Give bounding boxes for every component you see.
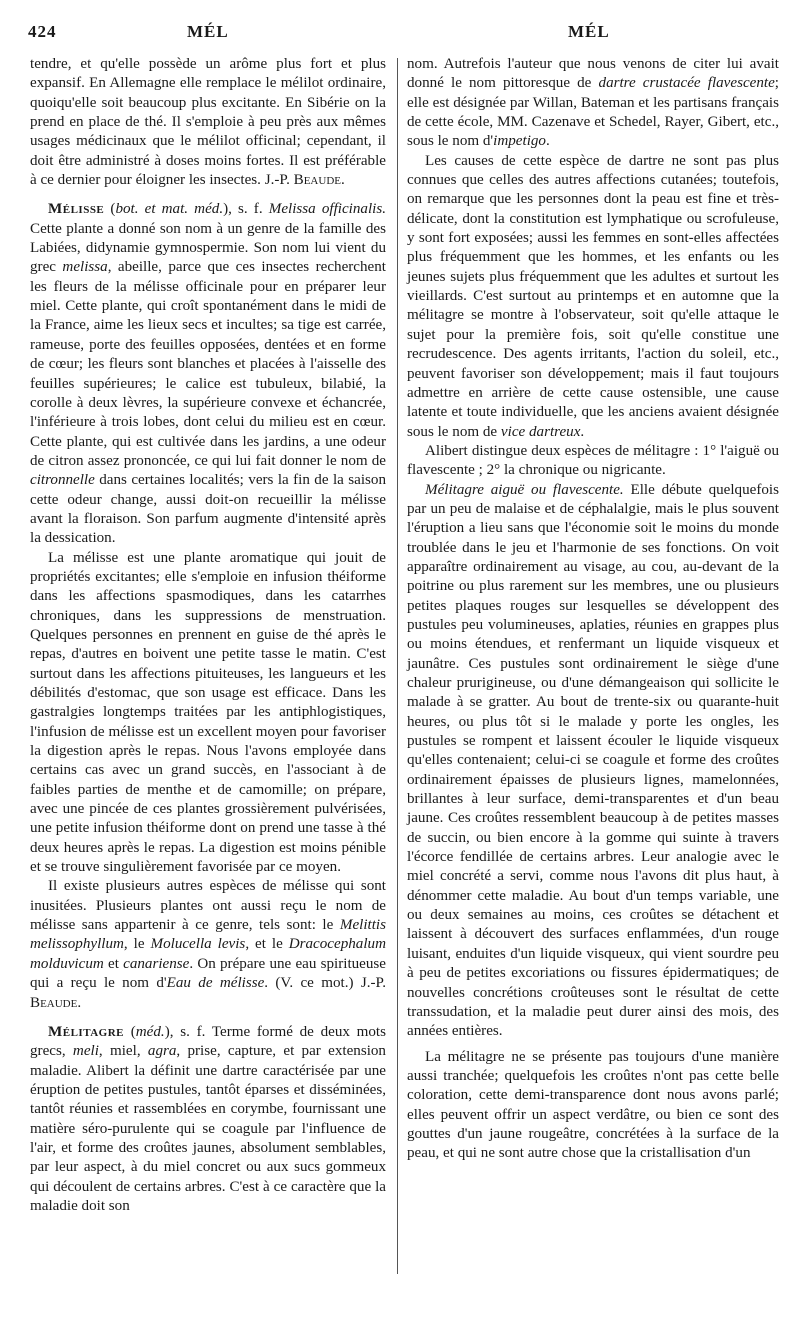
- greek-word: melissa: [62, 259, 108, 276]
- entry-gender: , s. f.: [228, 201, 263, 218]
- entry-text: , abeille, parce que ces insectes recherchent les fleurs de la mélisse officinale pour en préparer leur miel. Cette plante, qui croît spontanément dans le midi de la France, aime les lieux secs et incultes; sa tige est carrée, rameuse, porte des feuilles opposées, dentées et en forme de cœur; les fleurs sont blanches et placées à l'aisselle des feuilles supérieures; le calice est tubuleux, bilabié, la corolle à deux lèvres, la supérieure convexe et échancrée, l'inférieure à trois lobes, dont celui du milieu est en cœur. Cette plante, qui est cultivée dans les jardins, a une odeur de citron assez prononcée, ce qui lui fait donner le nom de: [30, 259, 386, 469]
- left-column: [30, 55, 386, 1216]
- headword-melitagre: Mélitagre: [48, 1023, 125, 1040]
- paragraph-text: tendre, et qu'elle possède un arôme plus fort et plus expansif. En Allemagne elle remplace le mélilot ordinaire, quoiqu'elle soit beaucoup plus excitante. En Sibérie on la prend en place de thé. Il s'emploie à peu près aux mêmes usages médicinaux que le mélilot officinal; cependant, il doit être administré à doses moins fortes. Il est préférable à ce dernier pour éloigner les insectes.: [30, 56, 386, 189]
- entry-text: Terme formé de deux mots grecs,: [30, 1023, 386, 1060]
- page-number: 424: [28, 22, 57, 41]
- paragraph-text: Les causes de cette espèce de dartre ne sont pas plus connues que celles des autres affections cutanées; toutefois, on remarque que les personnes dont la peau est fine et très-délicate, dont la constitution est lymphatique ou scrofuleuse, y sont fort exposées; aussi les femmes en sont-elles affectées plus fréquemment que les hommes, et les enfants ou les jeunes sujets plus fréquemment que les adultes et surtout les vieillards. C'est surtout au printemps et en automne que la mélitagre se montre à l'observateur, soit qu'elle attaque le sujet pour la première fois, soit qu'elle constitue une recrudescence. Des agents irritants, l'action du soleil, etc., peuvent favoriser son développement; mais il faut toujours admettre en arrière de cette cause ostensible, une cause latente et toute individuelle, que les anciens avaient désignée sous le nom de: [407, 152, 779, 440]
- headword-melisse: Mélisse: [48, 201, 105, 218]
- subheading-acute: Mélitagre aiguë ou flavescente.: [425, 481, 624, 498]
- entry-melitagre: Mélitagre (méd.), s. f. Terme formé de deux mots grecs, meli, miel, agra, prise, capture, et par extension maladie. Alibert la définit une dartre caractérisée par une éruption de petites pustules, tantôt éparses et disséminées, tantôt réunies et rassemblées en corymbe, fournissant une matière séro-purulente qui se coagule par l'influence de l'air, et forme des croûtes jaunes, absolument semblables, par leur aspect, à du miel concret ou aux sucs gommeux qui découlent de certains arbres. C'est à ce caractère que la maladie doit son: [30, 1023, 386, 1214]
- term-dartre: dartre crustacée flavescente: [598, 75, 775, 92]
- paragraph-species-types: Alibert distingue deux espèces de mélitagre : 1° l'aiguë ou flavescente ; 2° la chronique ou nigricante.: [407, 442, 779, 479]
- entry-abbreviation: bot. et mat. méd.: [115, 201, 224, 218]
- species-name: Molucella levis: [150, 936, 246, 953]
- species-name: canariense: [123, 955, 190, 972]
- paragraph-text: ; elle est désignée par Willan, Bateman et les partisans français de cette école, MM. Cazenave et Schedel, Rayer, Gibert, etc., sous le nom d': [407, 75, 779, 150]
- paragraph-uses: La mélisse est une plante aromatique qui jouit de propriétés excitantes; elle s'emploie en infusion théiforme dans les affections spasmodiques, dans les catarrhes chroniques, dans les suppressions de menstruation. Quelques personnes en prennent en guise de thé après le repas, d'autres en boivent une petite tasse le matin. C'est surtout dans les affections pituiteuses, les langueurs et les débilités d'estomac, que son usage est efficace. Dans les gastralgies longtemps traitées par les antiphlogistiques, l'infusion de mélisse est un excellent moyen pour favoriser la digestion après le repas. Nous l'avons employée dans certains cas avec un grand succès, en l'associant à de faibles parties de menthe et de camomille; on prépare, avec une pincée de ces plantes grossièrement pulvérisées, une petite infusion théiforme dont on prend une tasse à thé deux heures après le repas. La digestion est moins pénible et se trouve singulièrement favorisée par ce moyen.: [30, 549, 386, 876]
- entry-abbreviation: méd.: [135, 1023, 165, 1040]
- column-divider: [397, 58, 398, 1274]
- paragraph-text: . On prépare une eau spiritueuse qui a reçu le nom d': [30, 955, 387, 992]
- paragraph-causes: [407, 152, 779, 442]
- paragraph-text: , le: [123, 936, 145, 953]
- latin-name: Melissa officinalis.: [268, 201, 386, 218]
- paragraph-variants: La mélitagre ne se présente pas toujours d'une manière aussi tranchée; quelquefois les croûtes n'ont pas cette belle coloration, cette demi-transparence dont nous avons parlé; elles peuvent offrir un aspect verdâtre, ou bien ce sont des gouttes d'un jaune rougeâtre, concrétées à la surface de la peau, et qui ne sont autre chose que la cristallisation d'un: [407, 1048, 779, 1162]
- running-head-right: MÉL: [568, 22, 610, 41]
- right-column: [407, 55, 779, 1164]
- entry-text: , prise, capture, et par extension maladie. Alibert la définit une dartre caractérisée par une éruption de petites pustules, tantôt éparses et disséminées, tantôt réunies et rassemblées en corymbe, fournissant une matière séro-purulente qui se coagule par l'influence de l'air, et forme des croûtes jaunes, absolument semblables, par leur aspect, à du miel concret ou aux sucs gommeux qui découlent de certains arbres. C'est à ce caractère que la maladie doit son: [30, 1043, 386, 1214]
- entry-text: Cette plante a donné son nom à un genre de la famille des Labiées, didynamie gymnospermie. Son nom lui vient du grec: [30, 220, 386, 276]
- running-head-left: MÉL: [187, 22, 229, 41]
- paragraph-text: nom. Autrefois l'auteur que nous venons de citer lui avait donné le nom pittoresque de: [407, 56, 779, 92]
- term-impetigo: impetigo: [493, 133, 546, 150]
- paragraph-text: .: [545, 133, 550, 150]
- term-vice-dartreux: vice dartreux: [500, 423, 581, 440]
- paragraph-text: . (V. ce mot.): [264, 975, 354, 992]
- species-name: Dracocephalum molduvicum: [30, 936, 386, 972]
- paragraph-species: [30, 877, 386, 1012]
- paragraph-text: .: [580, 423, 585, 440]
- entry-text: , miel,: [98, 1043, 141, 1060]
- paragraph-names: [407, 55, 779, 152]
- entry-text: dans certaines localités; vers la fin de la saison cette odeur change, aussi doit-on recueillir la mélisse avant la floraison. Son parfum augmente d'intensité après la dessication.: [30, 472, 386, 547]
- eau-de-melisse: Eau de mélisse: [166, 975, 265, 992]
- paragraph-text: , et le: [245, 936, 283, 953]
- greek-word: meli: [72, 1043, 99, 1060]
- paragraph-continued: [30, 55, 386, 190]
- greek-word: agra: [147, 1043, 177, 1060]
- entry-melisse: Mélisse (bot. et mat. méd.), s. f. Melissa officinalis. Cette plante a donné son nom à un genre de la famille des Labiées, didynamie gymnospermie. Son nom lui vient du grec melissa, abeille, parce que ces insectes recherchent les fleurs de la mélisse officinale pour en préparer leur miel. Cette plante, qui croît spontanément dans le midi de la France, aime les lieux secs et incultes; sa tige est carrée, rameuse, porte des feuilles opposées, dentées et en forme de cœur; les fleurs sont blanches et placées à l'aisselle des feuilles supérieures; le calice est tubuleux, bilabié, la corolle à deux lèvres, la supérieure convexe et échancrée, l'inférieure à trois lobes, dont celui du milieu est en cœur. Cette plante, qui est cultivée dans les jardins, a une odeur de citron assez prononcée, ce qui lui fait donner le nom de citronnelle dans certaines localités; vers la fin de la saison cette odeur change, aussi doit-on recueillir la mélisse avant la floraison. Son parfum augmente d'intensité après la dessication.: [30, 201, 386, 547]
- paragraph-text: et: [108, 955, 119, 972]
- paragraph-acute: [407, 481, 779, 1042]
- term-citronnelle: citronnelle: [30, 472, 95, 489]
- paragraph-text: Il existe plusieurs autres espèces de mélisse qui sont inusitées. Plusieurs plantes ont aussi reçu le nom de mélisse sans appartenir à ce genre, tels sont: le: [30, 878, 386, 934]
- author-signature: J.-P. Beaude.: [264, 172, 345, 189]
- author-signature: J.-P. Beaude.: [30, 975, 387, 1011]
- species-name: Melittis melissophyllum: [30, 917, 387, 953]
- paragraph-text: Elle débute quelquefois par un peu de malaise et de céphalalgie, mais le plus souvent l'éruption a lieu sans que l'économie soit le moins du monde troublée dans le jeu et l'harmonie de ses fonctions. On voit apparaître ordinairement au visage, au cou, au-devant de la poitrine ou plus rarement sur les membres, une ou plusieurs petites plaques rouges sur lesquelles se développent des pustules peu volumineuses, aplaties, réunies en grappes plus ou moins étendues, et renfermant un liquide visqueux et jaunâtre. Ces pustules sont ordinairement le siège d'une chaleur prurigineuse, ou d'une démangeaison qui sollicite le malade à se gratter. Au bout de trente-six ou quarante-huit heures, ou plus tôt si le malade y porte les ongles, les pustules se rompent et laissent écouler le liquide visqueux qu'elles contenaient; celui-ci se coagule et forme des croûtes ordinairement épaisses de plusieurs lignes, mamelonnées, brillantes à leur surface, demi-transparentes et d'un beau jaune. Ces croûtes ressemblent beaucoup à de petites masses de succin, ou bien encore à la gomme qui suinte à travers l'écorce fendillée de certains arbres. Leur analogie avec le miel concrété a servi, comme nous l'avons dit plus haut, à dénommer cette maladie. Au bout d'un temps variable, une ou deux semaines au moins, ces croûtes se détachent et laissent à découvert des surfaces enflammées, d'un rouge luisant, enduites d'un liquide visqueux, qui vient sourdre peu à peu de petites excoriations ou fissures épidermatiques; de nouvelles concrétions croûteuses sont le résultat de cette transsudation, et la maladie peut durer ainsi des mois, des années entières.: [407, 481, 779, 1040]
- entry-gender: s. f.: [180, 1023, 206, 1040]
